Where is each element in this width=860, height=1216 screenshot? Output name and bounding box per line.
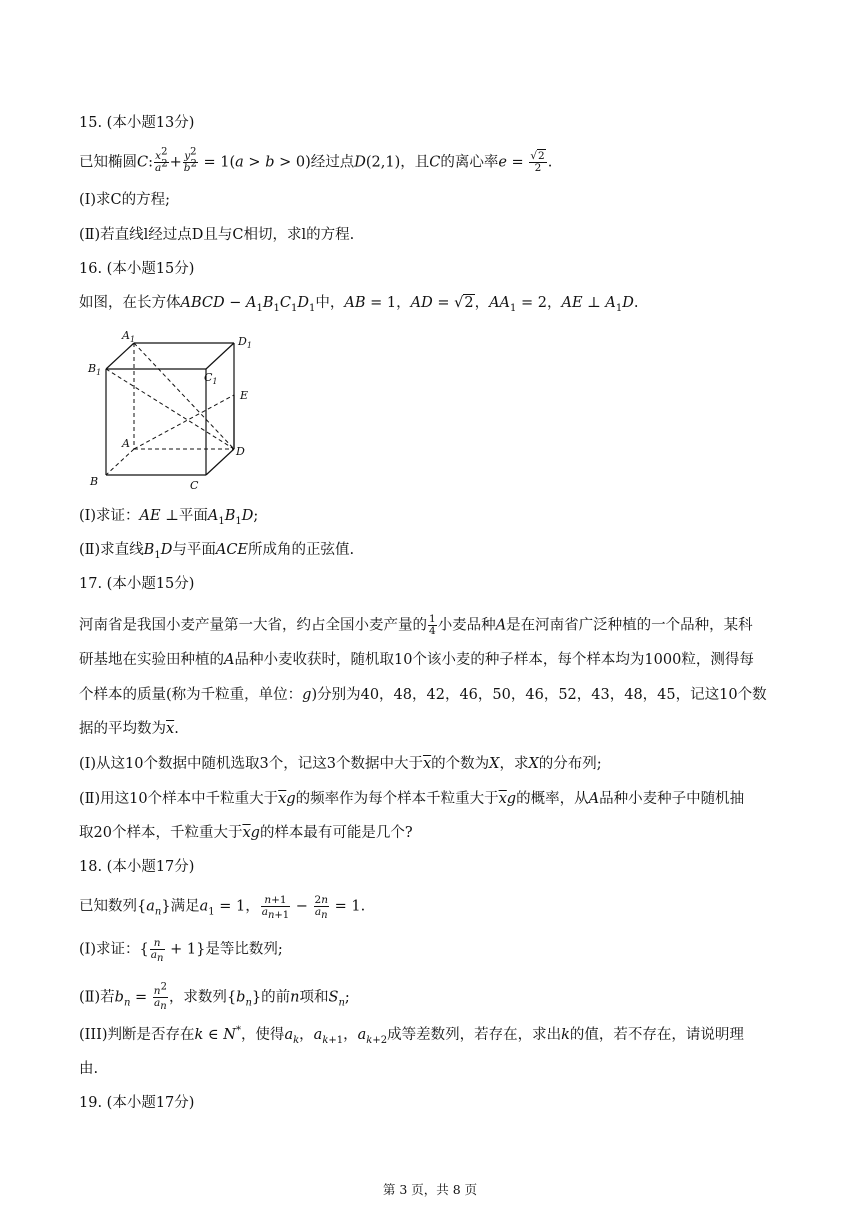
q18-part2: (Ⅱ)若$b_n$ = $\frac{n^2}{a_n}$ ，求数列$\{b_n\}$的前n项和$S_n$; (79, 981, 350, 1013)
q17-line4: 据的平均数为$\overline{x}$. (79, 721, 179, 737)
q15-part1: (Ⅰ)求C的方程; (79, 192, 171, 208)
label-A: A (122, 437, 130, 450)
q18-part3-line1: (III)判断是否存在k ∈ N*，使得$a_k$，$a_{k+1}$，$a_{k+2}$成等差数列，若存在，求出k的值，若不存在，请说明理 (79, 1025, 744, 1046)
q17-line1: 河南省是我国小麦产量第一大省，约占全国小麦产量的 $\frac{1}{4}$ 小麦品种A是在河南省广泛种植的一个品种，某科 (79, 613, 753, 637)
q16-stem: 如图，在长方体ABCD − $A_1B_1C_1D_1$中，AB = 1，AD = √2，$AA_1 = 2$，AE ⊥ $A_1D$. (79, 295, 639, 314)
q17-line2: 研基地在实验田种植的A品种小麦收获时，随机取10个该小麦的种子样本，每个样本均为1000粒，测得每 (79, 652, 754, 668)
q15-part2: (Ⅱ)若直线l经过点D且与C相切，求l的方程. (79, 227, 355, 243)
q18-part1: (Ⅰ)求证：{ $\frac{n}{a_n}$ + 1}是等比数列; (79, 937, 283, 965)
page-footer: 第 3 页，共 8 页 (382, 1182, 478, 1197)
q18-header: 18. (本小题17分) (79, 859, 195, 875)
cuboid-figure (86, 327, 266, 492)
q16-part2: (Ⅱ)求直线$B_1D$与平面ACE所成角的正弦值. (79, 542, 355, 561)
q18-part3-line2: 由. (79, 1061, 99, 1077)
label-C: C (190, 479, 199, 492)
q15-header: 15. (本小题13分) (79, 115, 195, 131)
label-A1: $A_1$ (122, 329, 136, 344)
q18-stem: 已知数列$\{a_n\}$满足$a_1 = 1$， $\frac{n+1}{a_{n+1}}$ − $\frac{2n}{a_n}$ = 1. (79, 894, 366, 922)
q17-line3: 个样本的质量(称为千粒重，单位：g)分别为40，48，42，46，50，46，52，43，48，45，记这10个数 (79, 687, 767, 703)
q16-header: 16. (本小题15分) (79, 261, 195, 277)
q16-part1: (Ⅰ)求证：AE ⊥平面$A_1B_1D$; (79, 508, 259, 527)
q17-part1: (Ⅰ)从这10个数据中随机选取3个，记这3个数据中大于$\overline{x}$的个数为X，求X的分布列; (79, 756, 602, 772)
label-B1: $B_1$ (88, 362, 102, 377)
q17-part2-line1: (Ⅱ)用这10个样本中千粒重大于$\overline{x}g$的频率作为每个样本千粒重大于$\overline{x}g$的概率，从A品种小麦种子中随机抽 (79, 791, 745, 807)
label-B: B (90, 475, 99, 488)
q17-part2-line2: 取20个样本，千粒重大于$\overline{x}g$的样本最有可能是几个? (79, 825, 413, 841)
q17-header: 17. (本小题15分) (79, 576, 195, 592)
q19-header: 19. (本小题17分) (79, 1095, 195, 1111)
q15-stem: 已知椭圆C: $\frac{x^2}{a^2}$ + $\frac{y^2}{b^2}$ = 1(a > b > 0)经过点D(2,1)，且C的离心率e = $\frac{√2}{2}$ . (79, 146, 553, 174)
label-C1: $C_1$ (204, 371, 218, 386)
label-E: E (240, 389, 249, 402)
label-D: D (236, 445, 245, 458)
label-D1: $D_1$ (238, 335, 252, 350)
